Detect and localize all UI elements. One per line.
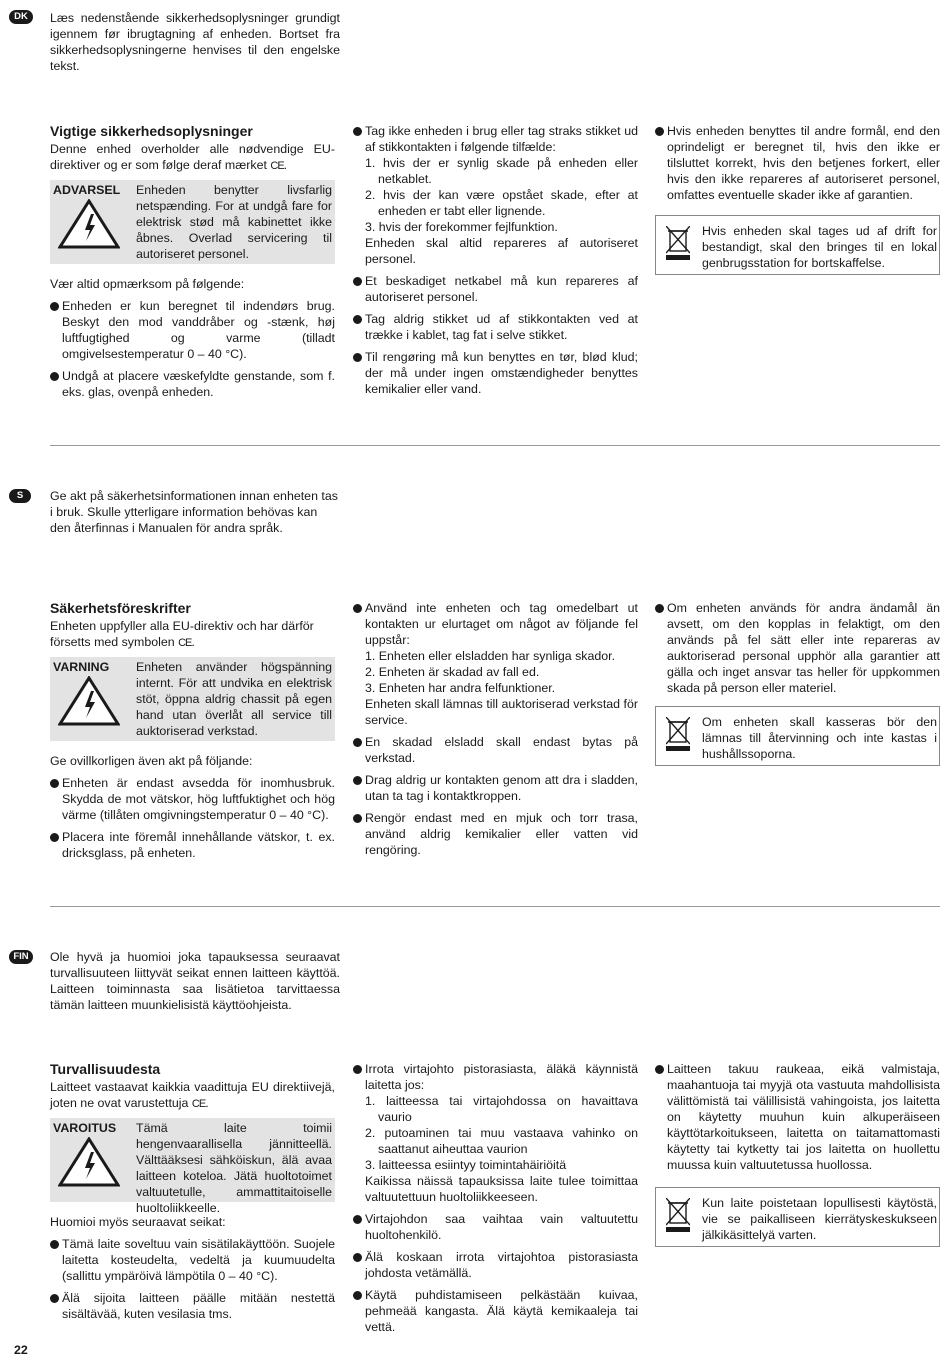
numbered-item: 3. laitteessa esiintyy toimintahäiriöitä [365, 1158, 567, 1172]
crossed-bin-icon [666, 717, 690, 751]
disposal-text: Om enheten skall kasseras bör den lämnas till återvinning och inte kastas i hushållssoporna. [702, 715, 937, 761]
bullet-item: Älä sijoita laitteen päälle mitään nestettä sisältävää, kuten vesilasia tms. [50, 1290, 335, 1322]
bullet-item: Irrota virtajohto pistorasiasta, äläkä käynnistä laitetta jos: 1. laitteessa tai virtajohdossa on havaittava vaurio 2. putoaminen tai muu vastaava vahinko on saattanut aiheuttaa vaurion 3. laitteessa esiintyy toimintahäiriöitä Kaikissa näissä tapauksissa laite tulee toimittaa valtuutettuun huoltoliikkeeseen. [353, 1061, 638, 1205]
language-badge-fin: FIN [9, 950, 33, 964]
column-2 [353, 600, 638, 864]
intro-text: Læs nedenstående sikkerhedsoplysninger grundigt igennem før ibrugtagning af enheden. Bortset fra sikkerhedsoplysningerne henvises til den engelske tekst. [50, 11, 340, 73]
bullet-item: Et beskadiget netkabel må kun repareres af autoriseret personel. [353, 273, 638, 305]
disposal-box [655, 1187, 940, 1247]
bullet-item: Älä koskaan irrota virtajohtoa pistorasiasta johdosta vetämällä. [353, 1249, 638, 1281]
section-divider [50, 906, 940, 907]
numbered-item: 3. hvis der forekommer fejlfunktion. [365, 220, 558, 234]
bullet-list [655, 123, 940, 203]
observe-text: Ge ovillkorligen även akt på följande: [50, 754, 253, 768]
column-3 [655, 123, 940, 275]
warning-box [50, 180, 335, 264]
ce-mark-icon: CE [191, 1098, 206, 1110]
disposal-text: Kun laite poistetaan lopullisesti käytöstä, vie se paikalliseen kierrätyskeskukseen jälkikäsittelyä varten. [702, 1196, 937, 1242]
warning-text: Tämä laite toimii hengenvaarallisella jännitteellä. Välttääksesi sähköiskun, älä avaa laitteen koteloa. Jätä huoltotoimet valtuutetulle, ammattitaitoiselle huoltoliikkeelle. [136, 1121, 332, 1215]
note-text: Enheden skal altid repareres af autoriseret personel. [365, 236, 638, 266]
intro-text: Ole hyvä ja huomioi joka tapauksessa seuraavat turvallisuuteen liittyvät seikat ennen laitteen käyttöä. Laitteen toiminnasta saa lisätietoa tarvittaessa tämän laitteen muunkielisistä käyttöohjeista. [50, 950, 340, 1012]
bullet-item: Placera inte föremål innehållande vätskor, t. ex. dricksglass, på enheten. [50, 829, 335, 861]
crossed-bin-icon [666, 1198, 690, 1232]
bullet-item: Tag aldrig stikket ud af stikkontakten ved at trække i kablet, tag fat i selve stikket. [353, 311, 638, 343]
ce-mark-icon: CE [270, 160, 284, 172]
lead-text: Laitteet vastaavat kaikkia vaadittuja EU direktiivejä, joten ne ovat varustettuja CE. [50, 1080, 335, 1110]
column-3 [655, 1061, 940, 1247]
column-2 [353, 1061, 638, 1341]
bullet-item: Tämä laite soveltuu vain sisätilakäyttöön. Suojele laitetta kosteudelta, vedeltä ja kuumuudelta (sallittu ympäröivä lämpötila 0 – 40 °C). [50, 1236, 335, 1284]
bullet-item: Undgå at placere væskefyldte genstande, som f. eks. glas, ovenpå enheden. [50, 368, 335, 400]
warning-label: VARNING [53, 660, 110, 674]
section-title: Säkerhetsföreskrifter [50, 600, 191, 616]
crossed-bin-icon [666, 226, 690, 260]
bullet-item: Rengör endast med en mjuk och torr trasa, använd aldrig kemikalier eller vatten vid rengöring. [353, 810, 638, 858]
bullet-list [50, 1236, 335, 1322]
bullet-item: Drag aldrig ur kontakten genom att dra i sladden, utan ta tag i kontaktkroppen. [353, 772, 638, 804]
bullet-item: Om enheten används för andra ändamål än avsett, om den kopplas in felaktigt, om den används på fel sätt eller inte repareras av auktoriserad personal upphör alla garantier att gälla och inget ansvar tas heller för uppkommen skada på person eller materiel. [655, 600, 940, 696]
section-divider [50, 445, 940, 446]
page-number: 22 [14, 1343, 28, 1357]
lead-text: Enheten uppfyller alla EU-direktiv och har därför försetts med symbolen CE. [50, 619, 314, 649]
bullet-item: Tag ikke enheden i brug eller tag straks stikket ud af stikkontakten i følgende tilfælde: 1. hvis der er synlig skade på enheden eller netkablet. 2. hvis der kan være opstået skade, efter at enheden er tabt eller lignende. 3. hvis der forekommer fejlfunktion. Enheden skal altid repareres af autoriseret personel. [353, 123, 638, 267]
numbered-item: 1. laitteessa tai virtajohdossa on havaittava vaurio [365, 1094, 638, 1124]
bullet-item: Käytä puhdistamiseen pelkästään kuivaa, pehmeää kangasta. Älä käytä kemikaaleja tai vettä. [353, 1287, 638, 1335]
warning-box [50, 1118, 335, 1215]
column-1 [50, 600, 335, 867]
bullet-item: Enheten är endast avsedda för inomhusbruk. Skydda de mot vätskor, hög luftfuktighet och hög värme (tillåten omgivningstemperatur 0 – 40 °C). [50, 775, 335, 823]
disposal-text: Hvis enheden skal tages ud af drift for bestandigt, skal den bringes til en lokal genbrugsstation for bortskaffelse. [702, 224, 937, 270]
bullet-item: Til rengøring må kun benyttes en tør, blød klud; der må under ingen omstændigheder benyttes kemikalier eller vand. [353, 349, 638, 397]
numbered-item: 1. hvis der er synlig skade på enheden eller netkablet. [365, 156, 638, 186]
note-text: Kaikissa näissä tapauksissa laite tulee toimittaa valtuutettuun huoltoliikkeeseen. [365, 1174, 638, 1204]
bullet-list [50, 775, 335, 861]
bullet-list [655, 600, 940, 696]
disposal-box [655, 706, 940, 766]
intro-text: Ge akt på säkerhetsinformationen innan enheten tas i bruk. Skulle ytterligare information behövas kan den återfinnas i Manualen för andra språk. [50, 489, 338, 535]
bullet-item: Laitteen takuu raukeaa, eikä valmistaja, maahantuoja tai myyjä ota vastuuta mahdollisista välittömistä tai välillisistä vahingoista, jos laitetta on käytetty muuhun kuin alkuperäiseen käyttötarkoitukseen, laitetta on taitamattomasti käytetty tai kytketty tai jos laitetta on huollettu muussa kuin valtuutetussa huollossa. [655, 1061, 940, 1173]
bullet-list [655, 1061, 940, 1173]
bullet-item: En skadad elsladd skall endast bytas på verkstad. [353, 734, 638, 766]
column-2 [353, 123, 638, 403]
column-1 [50, 123, 335, 406]
warning-text: Enheden benytter livsfarlig netspænding. For at undgå fare for elektrisk stød må kabinettet ikke åbnes. Overlad servicering til autoriseret personel. [136, 183, 332, 261]
disposal-box [655, 215, 940, 275]
bullet-list [353, 123, 638, 397]
bullet-list [50, 298, 335, 400]
note-text: Enheten skall lämnas till auktoriserad verkstad för service. [365, 697, 638, 727]
language-badge-s: S [9, 489, 31, 503]
numbered-item: 3. Enheten har andra felfunktioner. [365, 681, 556, 695]
section-title: Vigtige sikkerhedsoplysninger [50, 123, 253, 139]
bullet-item: Använd inte enheten och tag omedelbart ut kontakten ur elurtaget om något av följande fel uppstår: 1. Enheten eller elsladden har synliga skador. 2. Enheten är skadad av fall ed. 3. Enheten har andra felfunktioner. Enheten skall lämnas till auktoriserad verkstad för service. [353, 600, 638, 728]
language-badge-dk: DK [9, 10, 33, 24]
section-title: Turvallisuudesta [50, 1061, 161, 1077]
numbered-item: 2. hvis der kan være opstået skade, efter at enheden er tabt eller lignende. [365, 188, 638, 218]
numbered-item: 2. putoaminen tai muu vastaava vahinko on saattanut aiheuttaa vaurion [365, 1126, 638, 1156]
bullet-list [353, 1061, 638, 1335]
numbered-item: 1. Enheten eller elsladden har synliga skador. [365, 649, 616, 663]
bullet-item: Hvis enheden benyttes til andre formål, end den oprindeligt er beregnet til, hvis den ikke er tilsluttet korrekt, hvis den betjenes forkert, eller hvis den ikke repareres af autoriseret personel, omfattes eventuelle skader ikke af garantien. [655, 123, 940, 203]
bullet-list [353, 600, 638, 858]
warning-text: Enheten använder högspänning internt. För att undvika en elektrisk stöt, öppna aldrig chassit på egen hand utan överlåt all service till auktoriserad verkstad. [136, 660, 332, 738]
warning-label: VAROITUS [53, 1121, 117, 1135]
warning-label: ADVARSEL [53, 183, 121, 197]
high-voltage-warning-icon [58, 199, 120, 249]
column-1 [50, 1061, 335, 1328]
lead-text: Denne enhed overholder alle nødvendige EU-direktiver og er som følge deraf mærket CE. [50, 142, 335, 172]
bullet-item: Enheden er kun beregnet til indendørs brug. Beskyt den mod vanddråber og -stænk, høj luftfugtighed og varme (tilladt omgivelsestemperatur 0 – 40 °C). [50, 298, 335, 362]
observe-text: Vær altid opmærksom på følgende: [50, 277, 245, 291]
numbered-item: 2. Enheten är skadad av fall ed. [365, 665, 540, 679]
observe-text: Huomioi myös seuraavat seikat: [50, 1215, 226, 1229]
column-3 [655, 600, 940, 766]
warning-box [50, 657, 335, 741]
high-voltage-warning-icon [58, 1137, 120, 1187]
high-voltage-warning-icon [58, 676, 120, 726]
bullet-item: Virtajohdon saa vaihtaa vain valtuutettu huoltohenkilö. [353, 1211, 638, 1243]
ce-mark-icon: CE [178, 637, 192, 649]
